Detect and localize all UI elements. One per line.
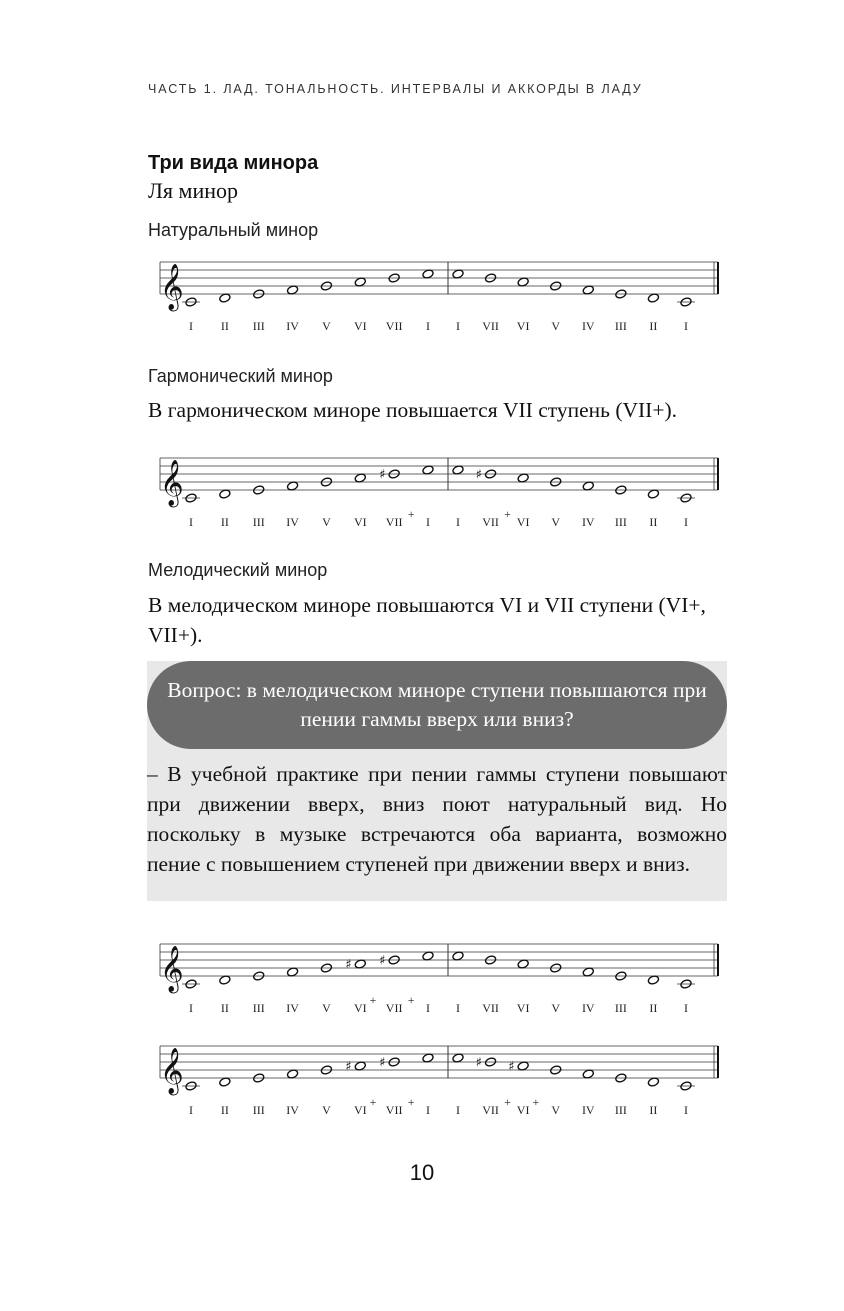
staff-harmonic: [148, 452, 728, 542]
raised-mark: +: [407, 507, 415, 521]
degree-label: II: [649, 1103, 658, 1117]
degree-label: II: [649, 1001, 658, 1015]
raised-mark: +: [504, 507, 511, 521]
degree-label: IV: [286, 1103, 299, 1117]
degree-label: V: [551, 1001, 561, 1015]
question-bubble: [147, 661, 727, 749]
degree-label: IV: [286, 1001, 299, 1015]
degree-label: III: [252, 1001, 265, 1015]
degree-label: I: [456, 319, 460, 333]
degree-label: II: [649, 515, 658, 529]
treble-clef-icon: 𝄞: [160, 946, 184, 992]
treble-clef-icon: 𝄞: [160, 1048, 184, 1094]
degree-label: III: [614, 319, 627, 333]
section-title: Три вида минора: [148, 152, 319, 174]
degree-label: III: [614, 515, 627, 529]
degree-label: IV: [581, 319, 595, 333]
raised-mark: +: [407, 993, 415, 1007]
degree-label: IV: [286, 319, 299, 333]
melodic-minor-label: Мелодический минор: [148, 560, 328, 580]
raised-mark: +: [532, 1095, 540, 1109]
degree-label: IV: [581, 1103, 595, 1117]
degree-label: I: [189, 1103, 193, 1117]
degree-label: VII: [482, 1103, 499, 1117]
raised-mark: +: [369, 993, 377, 1007]
degree-label: III: [252, 319, 265, 333]
degree-label: VII: [482, 319, 499, 333]
degree-label: II: [220, 319, 229, 333]
degree-label: VI: [353, 1001, 367, 1015]
staff-melodic-a: [148, 938, 728, 1028]
degree-label: III: [252, 1103, 265, 1117]
degree-label: I: [684, 319, 688, 333]
melodic-minor-text: В мелодическом миноре повышаются VI и VII ступени (VI+, VII+).: [148, 593, 706, 647]
sharp-icon: ♯: [475, 1055, 482, 1071]
degree-label: V: [551, 515, 561, 529]
degree-label: V: [322, 319, 331, 333]
treble-clef-icon: 𝄞: [160, 264, 184, 310]
degree-label: V: [551, 319, 561, 333]
degree-label: II: [220, 1001, 229, 1015]
running-header: ЧАСТЬ 1. ЛАД. ТОНАЛЬНОСТЬ. ИНТЕРВАЛЫ И АККОРДЫ В ЛАДУ: [148, 82, 643, 96]
degree-label: V: [322, 1103, 331, 1117]
degree-label: I: [426, 319, 430, 333]
degree-label: VI: [353, 515, 367, 529]
raised-mark: +: [504, 1095, 511, 1109]
harmonic-minor-text: В гармоническом миноре повышается VII ступень (VII+).: [148, 398, 677, 422]
degree-label: I: [684, 1103, 688, 1117]
degree-label: VII: [482, 515, 499, 529]
degree-label: VII: [482, 1001, 499, 1015]
degree-label: I: [189, 319, 193, 333]
sharp-icon: ♯: [379, 1055, 386, 1071]
sharp-icon: ♯: [508, 1059, 515, 1075]
page-number: 10: [409, 1160, 435, 1185]
staff-melodic-b: [148, 1040, 728, 1130]
sharp-icon: ♯: [475, 467, 482, 483]
degree-label: VI: [516, 515, 530, 529]
degree-label: III: [252, 515, 265, 529]
degree-label: I: [426, 1103, 430, 1117]
qa-box: [147, 661, 727, 901]
degree-label: V: [322, 1001, 331, 1015]
degree-label: II: [220, 1103, 229, 1117]
degree-label: IV: [581, 1001, 595, 1015]
natural-minor-label: Натуральный минор: [148, 220, 319, 240]
treble-clef-icon: 𝄞: [160, 460, 184, 506]
degree-label: I: [684, 1001, 688, 1015]
degree-label: VII: [385, 515, 403, 529]
degree-label: I: [426, 1001, 430, 1015]
degree-label: VII: [385, 319, 403, 333]
degree-label: VI: [516, 1103, 530, 1117]
sharp-icon: ♯: [345, 957, 352, 973]
harmonic-minor-label: Гармонический минор: [148, 366, 333, 386]
degree-label: IV: [581, 515, 595, 529]
sharp-icon: ♯: [379, 467, 386, 483]
degree-label: I: [456, 515, 460, 529]
degree-label: II: [220, 515, 229, 529]
degree-label: III: [614, 1001, 627, 1015]
degree-label: VI: [353, 1103, 367, 1117]
degree-label: VI: [353, 319, 367, 333]
answer-text: – В учебной практике при пении гаммы ступени повышают при движении вверх, вниз поют натуральный вид. Но поскольку в музыке встречаются оба варианта, возможно пение с повышением ступеней при движении вверх и вниз.: [147, 762, 727, 876]
sharp-icon: ♯: [379, 953, 386, 969]
key-subtitle: Ля минор: [148, 178, 239, 203]
degree-label: VI: [516, 319, 530, 333]
degree-label: I: [456, 1001, 460, 1015]
degree-label: I: [189, 515, 193, 529]
raised-mark: +: [369, 1095, 377, 1109]
degree-label: V: [322, 515, 331, 529]
question-text: Вопрос: в мелодическом миноре ступени повышаются при пении гаммы вверх или вниз?: [167, 678, 707, 731]
staff-natural: [148, 256, 728, 346]
degree-label: I: [426, 515, 430, 529]
degree-label: I: [189, 1001, 193, 1015]
degree-label: II: [649, 319, 658, 333]
sharp-icon: ♯: [345, 1059, 352, 1075]
degree-label: I: [456, 1103, 460, 1117]
degree-label: VI: [516, 1001, 530, 1015]
degree-label: I: [684, 515, 688, 529]
degree-label: VII: [385, 1103, 403, 1117]
degree-label: VII: [385, 1001, 403, 1015]
raised-mark: +: [407, 1095, 415, 1109]
degree-label: V: [551, 1103, 561, 1117]
degree-label: IV: [286, 515, 299, 529]
degree-label: III: [614, 1103, 627, 1117]
